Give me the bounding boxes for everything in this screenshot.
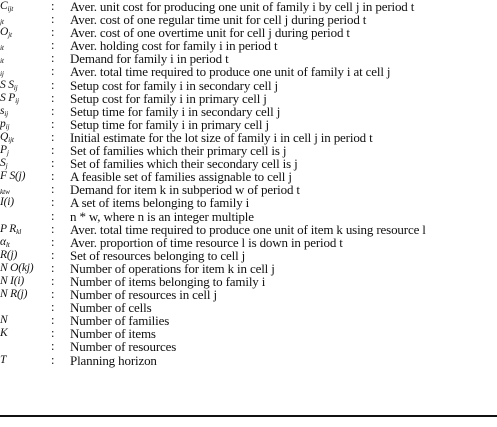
definition: Demand for item k in subperiod w of period t: [70, 182, 300, 198]
definition: Aver. holding cost for family i in period t: [70, 38, 278, 54]
definition: Aver. unit cost for producing one unit of family i by cell j in period t: [70, 0, 415, 14]
definition: Number of cells: [70, 300, 152, 316]
symbol: $C_{ijt}$: [0, 0, 14, 13]
separator: :: [51, 103, 55, 118]
separator: :: [51, 169, 55, 184]
separator: :: [51, 182, 55, 197]
nomenclature-row: [0, 210, 497, 223]
separator: :: [51, 339, 55, 354]
symbol: P $R_{kl}$: [0, 222, 22, 236]
separator: :: [51, 25, 55, 40]
definition: Setup time for family i in secondary cell j: [70, 103, 281, 119]
nomenclature-row: [0, 79, 497, 92]
symbol: it: [0, 43, 4, 53]
symbol: T: [0, 353, 7, 366]
definition: Aver. total time required to produce one unit of item k using resource l: [70, 221, 426, 237]
definition: Number of families: [70, 313, 170, 329]
definition: Set of families which their secondary cell is j: [70, 156, 298, 172]
definition: n * w, where n is an integer multiple: [70, 208, 254, 224]
nomenclature-row: [0, 262, 497, 275]
symbol: $p_{ij}$: [0, 117, 10, 131]
separator: :: [51, 195, 55, 210]
definition: Number of operations for item k in cell j: [70, 260, 275, 276]
definition: Number of resources: [70, 339, 177, 355]
nomenclature-row: [0, 118, 497, 131]
separator: :: [51, 51, 55, 66]
separator: :: [51, 0, 55, 13]
nomenclature-row: [0, 249, 497, 262]
definition: A feasible set of families assignable to cell j: [70, 169, 292, 185]
separator: :: [51, 64, 55, 79]
symbol: $s_{ij}$: [0, 104, 9, 118]
symbol: S $P_{ij}$: [0, 91, 19, 105]
separator: :: [51, 208, 55, 223]
separator: :: [51, 12, 55, 27]
nomenclature-row: [0, 340, 497, 353]
separator: :: [51, 221, 55, 236]
symbol: K: [0, 327, 8, 340]
nomenclature-row: [0, 223, 497, 236]
symbol: S $S_{ij}$: [0, 78, 18, 92]
table-bottom-rule: [0, 415, 497, 417]
nomenclature-row: [0, 196, 497, 209]
nomenclature-row: [0, 65, 497, 78]
separator: :: [51, 156, 55, 171]
definition: Number of items: [70, 326, 156, 342]
definition: Demand for family i in period t: [70, 51, 229, 67]
definition: Initial estimate for the lot size of family i in cell j in period t: [70, 129, 373, 145]
separator: :: [51, 326, 55, 341]
separator: :: [51, 116, 55, 131]
symbol: N I(i): [0, 274, 25, 287]
definition: Set of resources belonging to cell j: [70, 247, 246, 263]
separator: :: [51, 273, 55, 288]
definition: Aver. cost of one regular time unit for cell j during period t: [70, 12, 367, 28]
definition: Setup time for family i in primary cell j: [70, 116, 269, 132]
definition: Setup cost for family i in secondary cell j: [70, 77, 278, 93]
symbol: $P_j$: [0, 144, 9, 158]
separator: :: [51, 260, 55, 275]
separator: :: [51, 77, 55, 92]
nomenclature-row: [0, 236, 497, 249]
symbol: N O(kj): [0, 261, 34, 274]
definition: Aver. proportion of time resource l is down in period t: [70, 234, 343, 250]
symbol: $Q_{ijt}$: [0, 130, 14, 144]
symbol: I(i): [0, 196, 14, 209]
nomenclature-row: [0, 105, 497, 118]
separator: :: [51, 129, 55, 144]
symbol: N R(j): [0, 288, 28, 301]
symbol: $S_j$: [0, 157, 8, 171]
definition: Planning horizon: [70, 352, 157, 368]
separator: :: [51, 313, 55, 328]
definition: A set of items belonging to family i: [70, 195, 250, 211]
symbol: jt: [0, 17, 4, 27]
definition: Set of families which their primary cell is j: [70, 143, 287, 159]
definition: Setup cost for family i in primary cell j: [70, 90, 267, 106]
separator: :: [51, 90, 55, 105]
symbol: it: [0, 56, 4, 66]
separator: :: [51, 300, 55, 315]
nomenclature-row: [0, 354, 497, 367]
definition: Aver. total time required to produce one unit of family i at cell j: [70, 64, 391, 80]
definition: Aver. cost of one overtime unit for cell j during period t: [70, 25, 350, 41]
symbol: $O_{jt}$: [0, 26, 12, 40]
separator: :: [51, 247, 55, 262]
symbol: ktw: [0, 187, 10, 197]
separator: :: [51, 234, 55, 249]
symbol: R(j): [0, 248, 18, 261]
symbol: $\alpha_{lt}$: [0, 235, 10, 249]
separator: :: [51, 352, 55, 367]
definition: Number of items belonging to family i: [70, 273, 266, 289]
definition: Number of resources in cell j: [70, 287, 217, 303]
separator: :: [51, 38, 55, 53]
symbol: N: [0, 314, 8, 327]
separator: :: [51, 143, 55, 158]
symbol: ij: [0, 69, 4, 79]
symbol: F S(j): [0, 170, 26, 183]
nomenclature-row: [0, 92, 497, 105]
separator: :: [51, 287, 55, 302]
